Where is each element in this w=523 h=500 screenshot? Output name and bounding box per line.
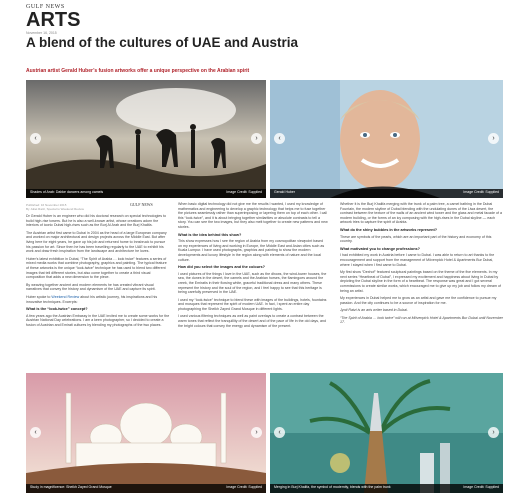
prev-arrow-icon[interactable]: ‹ bbox=[274, 133, 285, 144]
prev-arrow-icon[interactable]: ‹ bbox=[30, 133, 41, 144]
paragraph: “The Spirit of Arabia … look twice” will run at Mövenpick Hotel & Apartments Bur Dubai until November 17. bbox=[340, 315, 503, 325]
paragraph: Dr Gerald Huber is an engineer who did his doctoral research on special technologies to build high-rise towers. But he is also a well-known artist, whose creations adorn the interiors of iconic Dubai high-rises such as the Burj Al Arab and the Burj Khalifa. bbox=[26, 214, 167, 228]
subheading: What motivated you to change professions? bbox=[340, 246, 420, 251]
section-title[interactable]: ARTS bbox=[26, 9, 81, 31]
caption-credit: Image Credit: Supplied bbox=[463, 485, 499, 489]
photo-burj-palm[interactable] bbox=[270, 373, 503, 493]
next-arrow-icon[interactable]: › bbox=[251, 133, 262, 144]
prev-arrow-icon[interactable]: ‹ bbox=[30, 427, 41, 438]
paragraph: My experiences in Dubai helped me to grow as an artist and gave me the confidence to pursue my passion. And the city continues to be a source of inspiration for me. bbox=[340, 296, 497, 305]
caption-credit: Image Credit: Supplied bbox=[226, 485, 262, 489]
portrait-image bbox=[270, 80, 503, 198]
photo-caption bbox=[26, 189, 266, 198]
photo-mosque[interactable] bbox=[26, 373, 266, 493]
paragraph: Huber spoke to Weekend Review about his artistic journey, his inspirations and his innovative techniques. Excerpts: bbox=[26, 294, 158, 304]
article-column-1 bbox=[26, 214, 170, 330]
publish-date: November 16, 2015 bbox=[26, 31, 57, 35]
caption-text: Shades of Arab: Dabke dancers among camels bbox=[30, 190, 104, 194]
subheading: What is the idea behind this show? bbox=[178, 232, 242, 237]
paragraph: I used pictures of the things I love in the UAE, such as the dhows, the wind-tower houses, the sea, the dunes in the desert, the camels and the Arabian horses, the flamingoes around the creek, the Emiratis in their flowing white, graceful traditional dress and many others. These represent the history and the soul of the region, and I feel happy to see that this heritage is being carefully preserved in the UAE. bbox=[178, 271, 327, 295]
photo-caption bbox=[270, 189, 503, 198]
caption-credit: Image Credit: Supplied bbox=[463, 190, 499, 194]
caption-credit: Image Credit: Supplied bbox=[226, 190, 262, 194]
article-column-2 bbox=[178, 202, 328, 331]
mosque-image bbox=[26, 373, 266, 493]
article-meta bbox=[26, 203, 84, 211]
paragraph: I used various filtering techniques as well as paint overlays to create a contrast between the warm tones that reflect the tranquillity of the desert and of the pace of life in the old days, and the bright colours that convey the energy and dynamism of the present. bbox=[178, 314, 327, 328]
brand-logo[interactable]: GULF NEWS bbox=[26, 4, 65, 10]
meta-author: By Juliet Ratzi, Special to Weekend Review bbox=[26, 207, 84, 211]
photo-caption bbox=[26, 484, 266, 493]
next-arrow-icon[interactable]: › bbox=[488, 427, 499, 438]
paragraph: Huber’s latest exhibition in Dubai, “The Spirit of Arabia … look twice” features a series of mixed media works that combine photography, graphics and painting. The typical feature of these artworks is the unique “look-twice” technique he has used to blend two different images that tell different stories, but also come together to create a third visual composition that adds a new dimension to the piece. bbox=[26, 256, 167, 280]
subheading: What is the “look-twice” concept? bbox=[26, 307, 88, 312]
paragraph: My first show “Dexhof” featured sculptural paintings based on the theme of the five elements. In my next series “Heartbeat of Dubai”, I expressed my excitement and happiness about living in Dubai by depicting the Dubai skyline in the form of a heartbeat. The response was great and I got several commissions to create similar works, which encouraged me to give up my job and follow my dream of being an artist. bbox=[340, 270, 501, 293]
paragraph: This show expresses how I see the region of Arabia from my cosmopolitan viewpoint based on my experiences of living and working in Europe, the Middle East and Asian cities such as Kuala Lumpur. I have used photographs, graphics and painting to show the modern developments and luxury lifestyle in the region along with elements of nature and the local culture. bbox=[178, 239, 325, 262]
paragraph: Jyoti Ratzi is an arts writer based in Dubai. bbox=[340, 308, 408, 313]
burj-palm-image bbox=[270, 373, 503, 493]
article-column-3 bbox=[340, 202, 503, 328]
weekend-review-link[interactable]: Weekend Review bbox=[51, 294, 80, 299]
next-arrow-icon[interactable]: › bbox=[251, 427, 262, 438]
paragraph: I had exhibited my work in Austria before I came to Dubai. I was able to return to art thanks to the encouragement and support from the management of Mövenpick Hotel & Apartments Bur Dubai, where I stayed when I first came to Dubai. bbox=[340, 253, 495, 267]
mini-brand-logo: GULF NEWS bbox=[130, 202, 153, 207]
subheading: How did you select the images and the colours? bbox=[178, 265, 265, 270]
masthead bbox=[26, 4, 506, 35]
article-subtitle: Austrian artist Gerald Huber’s fusion artworks offer a unique perspective on the Arabian spirit bbox=[26, 68, 250, 74]
camels-image bbox=[26, 80, 266, 198]
paragraph: A few years ago the Austrian Embassy in the UAE invited me to create some works for the Austrian National Day celebrations. I am a keen photographer, so I decided to create a fusion of Austrian and Emirati cultures by blending my photographs of the two places. bbox=[26, 313, 170, 327]
paragraph: These are symbols of the pearls, which are an important part of the history and economy of this country. bbox=[340, 234, 492, 244]
photo-camels[interactable] bbox=[26, 80, 266, 198]
photo-portrait[interactable] bbox=[270, 80, 503, 198]
prev-arrow-icon[interactable]: ‹ bbox=[274, 427, 285, 438]
caption-text: Merging in Burj Khalifa, the symbol of modernity, blends with the palm trunk bbox=[274, 485, 391, 489]
article-title: A blend of the cultures of UAE and Austria bbox=[26, 35, 299, 50]
next-arrow-icon[interactable]: › bbox=[488, 133, 499, 144]
meta-published: Published: 16 November 2015 bbox=[26, 203, 67, 207]
paragraph: The Austrian artist first came to Dubai in 2004 as the head of a large European company and worked on major architectural and design projects across the Middle East. But after living here for eight years, he gave up his job and returned home to Innsbruck to pursue his passion for art. Since then he has been travelling regularly to the UAE to exhibit his work and draw fresh inspiration from the landscape and architecture he loves. bbox=[26, 230, 167, 254]
paragraph: When basic digital technology did not give me the results I wanted, I used my knowledge of mathematics and engineering to develop a graphic technology that helps me to fuse together the pictures seamlessly rather than superimposing or layering them on top of each other. I call this “look-twice”, and it is about bringing together similarities or absolute contrasts to tell a story. You can see the two images, but they also melt together to create new patterns and new stories. bbox=[178, 202, 328, 229]
paragraph: Whether it is the Burj Khalifa merging with the trunk of a palm tree, a camel bathing in the Dubai Fountain, the modern skyline of Dubai blending with the undulating dunes of the Liwa desert, the contrast between the texture of the walls of an ancient wind tower and the glass and metal facade of a modern building, or the forms of an icy composing with the high-rises in the Dubai skyline — each artwork tries to capture the spirit of Arabia. bbox=[340, 202, 503, 225]
photo-caption bbox=[270, 484, 503, 493]
paragraph: By weaving together ancient and modern elements he has created vibrant visual narratives that convey the history and dynamism of the UAE and capture its spirit. bbox=[26, 282, 156, 292]
paragraph: I used my “look-twice” technique to blend these with images of the buildings, hotels, fountains and mosques that represent the spirit of modern UAE. In fact, I spent an entire day photographing the Sheikh Zayed Grand Mosque in different lights. bbox=[178, 297, 327, 311]
caption-text: Gerald Huber bbox=[274, 190, 296, 194]
caption-text: Study in magnificence: Sheikh Zayed Grand Mosque bbox=[30, 485, 112, 489]
subheading: What do the shiny bubbles in the artworks represent? bbox=[340, 227, 438, 232]
